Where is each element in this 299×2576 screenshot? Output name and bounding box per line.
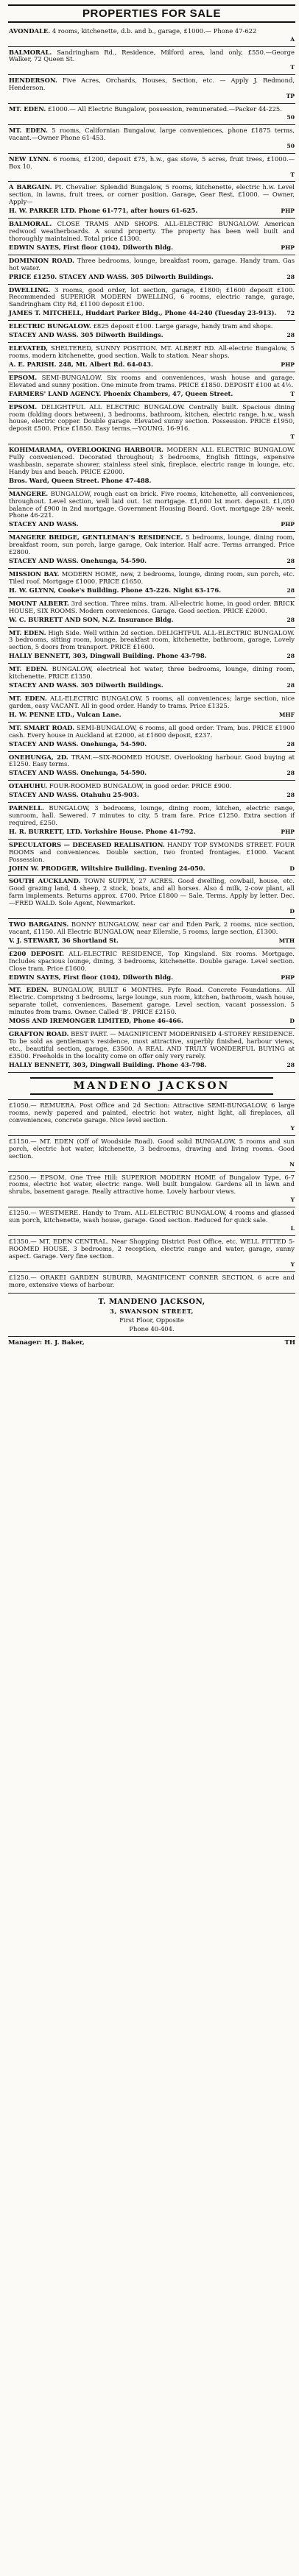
ad-body [9,49,295,64]
property-ad [8,219,295,255]
ad-lead: MT. EDEN. [9,126,48,134]
ad-lead: EPSOM. [9,373,38,381]
ad-footer-line [9,712,295,719]
ad-code: D [289,865,295,872]
firm-ad-code: Y [290,1196,295,1204]
ad-text: DELIGHTFUL ALL ELECTRIC BUNGALOW. Centrally built. Spacious dining room (folding doors between), 3 bedrooms, bathroom, kitchen, electric range, h.w., wash house, electric copper. Double garage. Elevated sunny section. Possession. PRICE £1950, deposit £500. Price £1850. Easy terms.—YOUNG, 16-916. [9,402,295,433]
ad-footer-line [9,741,295,748]
ad-code: PHP [281,361,295,368]
ad-lead: AVONDALE. [9,26,51,35]
firm-ad-footer-line [9,1226,295,1232]
footer-manager: Manager: H. J. Baker, [8,1338,85,1346]
ad-text: BUNGALOW, electrical hot water, three bedrooms, lounge, dining room, kitchenette. PRICE £1350. [9,665,295,681]
ad-contact: PRICE £1250. STACEY AND WASS. 305 Dilworth Buildings. [9,272,214,280]
ad-footer-line [9,65,295,71]
ad-body [9,725,295,739]
ad-body [9,783,295,790]
ad-code: D [289,1018,295,1025]
ad-body [9,77,295,92]
firm-ad-text: £2500.— EPSOM. One Tree Hill: SUPERIOR MODERN HOME of Bungalow Type, 6-7 rooms, electric hot water, electric range. Well built bungalow. Gardens all in lawn and shrubs, basement garage. Really attractive home. Lovely harbour views. [9,1173,295,1196]
ad-body [9,127,295,142]
ad-text: High Side. Well within 2d section. DELIGHTFUL ALL-ELECTRIC BUNGALOW. 3 bedrooms, sitting room, lounge, breakfast room, kitchenette, bathroom, garage, Lovely section, 5 doors from transport. PRICE £1600. [9,628,295,651]
ads-list [8,26,295,1073]
firm-contact-floor: First Floor, Opposite [119,1316,184,1324]
ad-code: 28 [286,653,295,660]
ad-lead: EPSOM. [9,402,38,411]
ad-lead: SOUTH AUCKLAND. [9,877,81,885]
firm-contact-block [8,1294,295,1337]
ad-text: CLOSE TRAMS AND SHOPS. ALL-ELECTRIC BUNGALOW. American redwood weatherboards. A sound property. The property has been well built and thoroughly maintained. Total price £1300. [9,220,295,242]
ad-footer-line [9,172,295,179]
property-ad [8,47,295,76]
ad-body [9,805,295,827]
ad-footer-line [9,792,295,799]
ad-contact: W. C. BURRETT AND SON, N.Z. Insurance Bldg. [9,615,174,623]
ad-code: 28 [286,682,295,689]
ad-body [9,287,295,309]
ad-body [9,491,295,520]
firm-ad-code: N [289,1160,295,1168]
ad-lead: ELEVATED, [9,344,49,352]
ad-body [9,221,295,243]
firm-ad-footer-line [9,1162,295,1168]
property-ad [8,803,295,840]
ad-text: ALL-ELECTRIC BUNGALOW, 5 rooms, all conveniences; large section, nice garden, easy VACANT. All in good order. Handy to trams. Price £1325. [9,694,295,709]
ad-body [9,695,295,710]
ad-code: PHP [281,207,295,215]
property-ad [8,569,295,598]
property-ad [8,402,295,445]
firm-contact-address: 3, SWANSON STREET, [110,1307,194,1316]
ad-footer-line [9,93,295,100]
property-ad [8,723,295,752]
firm-ads-list [8,1100,295,1294]
ad-footer-line [9,617,295,624]
ad-text: Three bedrooms, lounge, breakfast room, garage. Handy tram. Gas hot water. [9,256,295,272]
ad-code: MHF [279,711,295,718]
ad-body [9,666,295,681]
firm-property-ad [8,1236,295,1272]
ad-body [9,878,295,907]
property-ad [8,984,295,1029]
ad-contact: Bros. Ward, Queen Street. Phone 47-488. [9,476,152,484]
property-ad [8,489,295,533]
ad-lead: MANGERE. [9,489,49,497]
ad-text: £825 deposit £100. Large garage, handy tram and shops. [93,322,273,330]
ad-code: PHP [281,828,295,835]
property-ad [8,781,295,803]
ad-text: 5 bedrooms, lounge, dining room, breakfast room, sun porch, large garage, Oak interior. Half acre. Terms arranged. Price £2800. [9,533,295,556]
footer-code: TH [284,1338,295,1346]
property-ad [8,840,295,876]
ad-footer-line [9,1018,295,1025]
ad-contact: H. W. PENNE LTD., Vulcan Lane. [9,710,122,718]
ad-contact: STACEY AND WASS. [9,520,79,528]
ad-text: SHELTERED, SUNNY POSITION. MT. ALBERT RD. All-electric Bungalow, 5 rooms, modern kitchenette, good section. Walk to station. Near shops. [9,344,295,360]
ad-lead: ONEHUNGA, 2D. [9,753,68,761]
ad-contact: STACEY AND WASS. 305 Dilworth Buildings. [9,681,163,689]
ad-code: T [290,64,295,71]
ad-code: 28 [286,1061,295,1068]
ad-footer-line [9,909,295,915]
ad-body [9,1031,295,1060]
ad-code: 28 [286,740,295,748]
ad-text: BUNGALOW, rough cast on brick. Five rooms, kitchenette, all conveniences, throughout. Level section, well laid out. 1st mortgage. £1,600 lst mort. deposit. £1,050 balance of £900 in 2nd mortgage. Government Housing Board. Govt. mortgage 28/- week. Phone 46-221. [9,489,295,519]
firm-ad-code: Y [290,1124,295,1132]
ad-code: 28 [286,332,295,339]
ad-lead: HENDERSON. [9,77,57,85]
ad-text: Pt. Chevalier. Splendid Bungalow, 5 rooms, kitchenette, electric h.w. Level section, in lawns, fruit trees, or corner position. Garage, Gear Rest, £1000. — Owner, Apply— [9,183,295,206]
ad-text: SEMI-BUNGALOW. Six rooms and conveniences, wash house and garage. Elevated and sunny position. One minute from trams. PRICE £1850. DEPOSIT £100 at 4½. [9,373,295,388]
ad-lead: A BARGAIN. [9,183,52,191]
ad-body [9,184,295,206]
ad-body [9,323,295,330]
ad-code: 28 [286,273,295,280]
ad-footer-line [9,1062,295,1069]
ad-lead: KOHIMARAMA, OVERLOOKING HARBOUR. [9,446,163,454]
ad-text: 3rd section. Three mins. tram. All-electric home, in good order. BRICK HOUSE, SIX ROOMS. Modern conveniences. Garage. Good section. PRICE £2000. [9,599,295,614]
ad-text: Sandringham Rd., Residence, Milford area, land only, £550.—George Walker, 72 Queen St. [9,48,295,63]
firm-property-ad [8,1172,295,1208]
ad-text: MODERN HOME, new, 2 bedrooms, lounge, dining room, sun porch, etc. Tiled roof. Mortgage £1000. PRICE £1650. [9,570,295,585]
firm-contact-phone: Phone 40-404. [129,1325,175,1333]
ad-footer-line [9,207,295,215]
ad-text: MODERN ALL ELECTRIC BUNGALOW. Fully convenienced. Decorated throughout; 3 bedrooms, English fittings, expensive washbasin, separate shower, stainless steel sink, fireplace, electric range in lounge, etc. Handy bus and beach. PRICE £2000. [9,446,295,475]
ad-lead: MISSION BAY. [9,570,60,578]
property-ad [8,919,295,948]
ad-contact: STACEY AND WASS. Otahuhu 25-903. [9,791,139,799]
ad-body [9,447,295,476]
firm-property-ad [8,1100,295,1136]
ad-lead: MT. SMART ROAD. [9,723,75,731]
ad-footer-line [9,937,295,945]
property-ad [8,125,295,154]
ad-code: MTH [278,937,295,944]
ad-code: PHP [281,521,295,528]
ad-footer-line [9,558,295,565]
ad-lead: MT. EDEN. [9,665,49,673]
firm-ad-text: £1050.— REMUERA. Post Office and 2d Section: Attractive SEMI-BUNGALOW, 6 large rooms, newly papered and painted, electric hot water, night light, all fireplaces, all conveniences, concrete garage. Nice level section. [9,1101,295,1124]
firm-header [8,1073,295,1101]
column-title: PROPERTIES FOR SALE [8,4,295,23]
ad-code: 28 [286,616,295,623]
ad-footer-line [9,653,295,660]
property-ad [8,532,295,569]
ad-code: 50 [286,142,295,149]
firm-property-ad [8,1136,295,1172]
property-ad [8,948,295,985]
ad-text: £1000.— All Electric Bungalow, possession, remunerated.—Packer 44-225. [48,105,282,113]
ad-body [9,28,295,35]
ad-lead: NEW LYNN. [9,155,51,163]
firm-ad-code: L [290,1224,295,1232]
ad-code: 28 [286,558,295,565]
ad-lead: MT. EDEN. [9,986,49,994]
ad-code: 28 [286,586,295,594]
property-ad [8,104,295,125]
ad-text: SEMI-BUNGALOW, 6 rooms, all good order. Tram, bus. PRICE £1900 cash. Every house in Auckland at £2000, at £1600 deposit, £237. [9,723,295,739]
ad-body [9,345,295,360]
property-ad [8,182,295,219]
ad-footer-line [9,770,295,777]
ad-contact: JAMES T. MITCHELL, Huddart Parker Bldg., Phone 44-240 (Tuesday 23-913). [9,309,277,317]
ad-contact: H. R. BURRETT, LTD. Yorkshire House. Phone 41-792. [9,827,196,835]
ad-body [9,534,295,556]
ad-code: 28 [286,770,295,777]
ad-body [9,404,295,433]
ad-body [9,156,295,171]
ad-lead: ELECTRIC BUNGALOW. [9,322,91,330]
ad-code: PHP [281,973,295,981]
ad-footer-line [9,143,295,150]
ad-code: 72 [286,310,295,317]
property-ad [8,285,295,322]
ad-contact: STACEY AND WASS. Onehunga, 54-590. [9,769,147,777]
property-ad [8,693,295,723]
ad-footer-line [9,828,295,836]
ad-text: ALL-ELECTRIC RESIDENCE, Top Kingsland. Six rooms. Mortgage. Includes spacious lounge, dining, 3 bedrooms, kitchenette. Double garage. Level section. Close tram. Price £1600. [9,949,295,972]
ad-contact: V. J. STEWART, 36 Shortland St. [9,936,119,944]
ad-code: T [290,433,295,441]
property-ad [8,628,295,664]
property-ad [8,372,295,402]
ad-footer-line [9,434,295,441]
ad-lead: OTAHUHU. [9,782,48,790]
ad-contact: HALLY BENNETT, 303, Dingwall Building. Phone 43-798. [9,652,207,660]
ad-lead: MT. EDEN. [9,628,46,636]
ad-code: A [290,35,295,43]
ad-lead: BALMORAL. [9,48,52,56]
ad-contact: EDWIN SAYES, First floor (104), Dilworth Bldg. [9,243,174,251]
property-ad [8,1029,295,1073]
ad-contact: HALLY BENNETT, 303, Dingwall Building. Phone 43-798. [9,1060,207,1068]
ad-contact: A. E. PARISH. 248, Mt. Albert Rd. 64-043. [9,360,153,368]
property-ad [8,75,295,104]
firm-ad-text: £1150.— MT. EDEN (Off of Woodside Road). Good solid BUNGALOW, 5 rooms and sun porch, electric hot water, kitchenette, 3 bedrooms, drawing and living rooms. Good section. [9,1137,295,1160]
ad-footer-line [9,115,295,121]
ad-text: TOWN SUPPLY, 27 ACRES. Good dwelling, cowbail, house, etc. Good grazing land, 4 sheep, 2 stock, boats, and all horses. Also 4 milk, 2-cow plant, all farm implements. Returns approx. £700. Price £1800 — Sale. Terms. Apply by letter. Dec.—FRED WALD. Sole Agent, Newmarket. [9,877,295,907]
property-ad [8,321,295,343]
property-ad [8,154,295,182]
ad-footer-line [9,587,295,595]
ad-contact: MOSS AND IREMONGER LIMITED, Phone 46-466. [9,1017,183,1025]
firm-rule-top [30,1077,273,1079]
firm-property-ad [8,1207,295,1236]
ad-body [9,571,295,586]
ad-body [9,630,295,652]
ad-code: 28 [286,792,295,799]
ad-body [9,600,295,615]
property-ad [8,876,295,919]
ad-code: T [290,171,295,178]
firm-ad-text: £1250.— WESTMERE. Handy to Tram. ALL-ELECTRIC BUNGALOW, 4 rooms and glassed sun porch, kitchenette, wash house, garage. Good section. Reduced for quick sale. [9,1209,295,1224]
ad-footer-line [9,974,295,982]
property-ad [8,598,295,628]
ad-text: BONNY BUNGALOW, near car and Eden Park, 2 rooms, nice section, vacant, £1150. All Electric BUNGALOW, near Ellerslie, 5 rooms, large section, £1300. [9,920,295,935]
ad-lead: SPECULATORS — DECEASED REALISATION. [9,840,165,848]
firm-ad-footer-line [9,1126,295,1132]
ad-body [9,258,295,272]
ad-text: Five Acres, Orchards, Houses, Section, etc. — Apply J. Redmond, Henderson. [9,77,295,92]
ad-contact: FARMERS' LAND AGENCY. Phoenix Chambers, 47, Queen Street. [9,389,233,397]
ad-text: BEST PART. — MAGNIFICENT MODERNISED 4-STOREY RESIDENCE. To be sold as gentleman's residence, most attractive, superbly finished, harbour views, etc., beautiful section, garage, £3500. A REAL AND TRULY WONDERFUL BUYING at £3500. Freeholds in the locality come on offer only very rarely. [9,1030,295,1060]
ad-body [9,921,295,936]
ad-lead: BALMORAL. [9,220,52,228]
ad-text: HANDY TOP SYMONDS STREET. FOUR ROOMS and conveniences. Double section, two fronted frontages. £1000. Vacant Possession. [9,840,295,863]
property-ad [8,255,295,285]
ad-text: 5 rooms, Californian Bungalow, large conveniences, phone £1875 terms, vacant.—Owner Phone 61-453. [9,126,295,141]
ad-body [9,842,295,864]
ad-footer-line [9,274,295,281]
ad-footer-line [9,361,295,369]
ad-lead: MT. EDEN. [9,694,47,702]
ad-lead: DWELLING. [9,285,51,294]
ad-lead: MT. EDEN. [9,105,46,113]
ad-contact: STACEY AND WASS. Onehunga, 54-590. [9,557,147,565]
property-ad [8,26,295,47]
page-footer [8,1337,295,1346]
ad-code: PHP [281,244,295,251]
firm-property-ad [8,1272,295,1294]
ad-code: 50 [286,113,295,121]
ad-footer-line [9,682,295,689]
firm-ad-code: Y [290,1260,295,1268]
firm-ad-text: £1350.— MT. EDEN CENTRAL. Near Shopping District Post Office, etc. WELL FITTED 5-ROOMED HOUSE. 3 bedrooms, 2 reception, electric range and water, garage, sunny aspect. Garage. Very fine section. [9,1237,295,1260]
property-ad [8,664,295,693]
ad-contact: STACEY AND WASS. Onehunga, 54-590. [9,739,147,748]
ad-text: FOUR-ROOMED BUNGALOW, in good order. PRICE £900. [49,782,232,790]
ad-lead: £200 DEPOSIT. [9,949,65,957]
ad-footer-line [9,391,295,398]
ad-lead: TWO BARGAINS. [9,920,69,929]
ad-code: TP [286,93,295,100]
ad-footer-line [9,521,295,528]
ad-footer-line [9,332,295,339]
ad-body [9,754,295,769]
ad-lead: MOUNT ALBERT. [9,599,69,607]
ad-footer-line [9,244,295,252]
ad-body [9,951,295,973]
ad-contact: H. W. PARKER LTD. Phone 61-771, after hours 61-625. [9,207,198,215]
ad-body [9,987,295,1016]
ad-contact: H. W. GLYNN, Cooke's Building. Phone 45-226. Night 63-176. [9,586,222,594]
ad-footer-line [9,310,295,317]
ad-code: D [289,908,295,915]
firm-ad-text: £1250.— ORAKEI GARDEN SUBURB, MAGNIFICENT CORNER SECTION, 6 acre and more, extensive views of harbour. [9,1273,295,1288]
ad-contact: EDWIN SAYES, First floor (104), Dilworth Bldg. [9,973,174,981]
ad-text: 4 rooms, kitchenette, d.b. and b., garage, £1000.— Phone 47-622 [52,26,257,35]
firm-name: MANDENO JACKSON [73,1079,231,1092]
ad-text: 3 rooms, good order, lot section, garage, £1800; £1600 deposit £100. Recommended SUPERIOR MODERN DWELLING, 6 rooms, electric range, garage, Sandringham City Rd, £1100 deposit £100. [9,285,295,308]
ad-footer-line [9,37,295,43]
ad-contact: STACEY AND WASS. 305 Dilworth Buildings. [9,331,163,339]
ad-footer-line [9,478,295,485]
ad-contact: JOHN W. PRODGER, Wiltshire Building. Evening 24-050. [9,864,205,872]
ad-lead: DOMINION ROAD. [9,256,74,264]
ad-body [9,106,295,113]
firm-ad-footer-line [9,1262,295,1269]
ad-footer-line [9,865,295,873]
ad-text: BUNGALOW, BUILT 6 MONTHS. Fyfe Road. Concrete Foundations. All Electric. Comprising 3 bedrooms, large lounge, sun room, kitchen, bathroom, wash house, separate toilet, conveniences. Basement garage. Level section, vacant possession. 5 minutes from trams. Owner. Called 'B'. PRICE £2150. [9,986,295,1016]
ad-lead: PARNELL. [9,804,44,812]
property-ad [8,343,295,372]
ad-lead: MANGERE BRIDGE, GENTLEMAN'S RESIDENCE. [9,533,183,542]
ad-text: TRAM.—SIX-ROOMED HOUSE. Overlooking harbour. Good buying at £1250. Easy terms. [9,753,295,768]
ad-text: 6 rooms, £1200, deposit £75, h.w., gas stove, 5 acres, fruit trees, £1000.—Box 10. [9,155,295,170]
property-ad [8,752,295,781]
ad-body [9,375,295,389]
firm-rule-bottom [30,1093,273,1095]
property-ad [8,444,295,489]
ad-lead: GRAFTON ROAD. [9,1030,69,1038]
firm-contact-name: T. MANDENO JACKSON, [98,1298,205,1307]
ad-text: BUNGALOW, 3 bedrooms, lounge, dining room, kitchen, electric range, sunroom, hall. Sewered. 7 minutes to city, 5 tram fare. Price £1250. Extra section if required, £250. [9,804,295,826]
firm-ad-footer-line [9,1197,295,1204]
ad-code: T [290,390,295,397]
